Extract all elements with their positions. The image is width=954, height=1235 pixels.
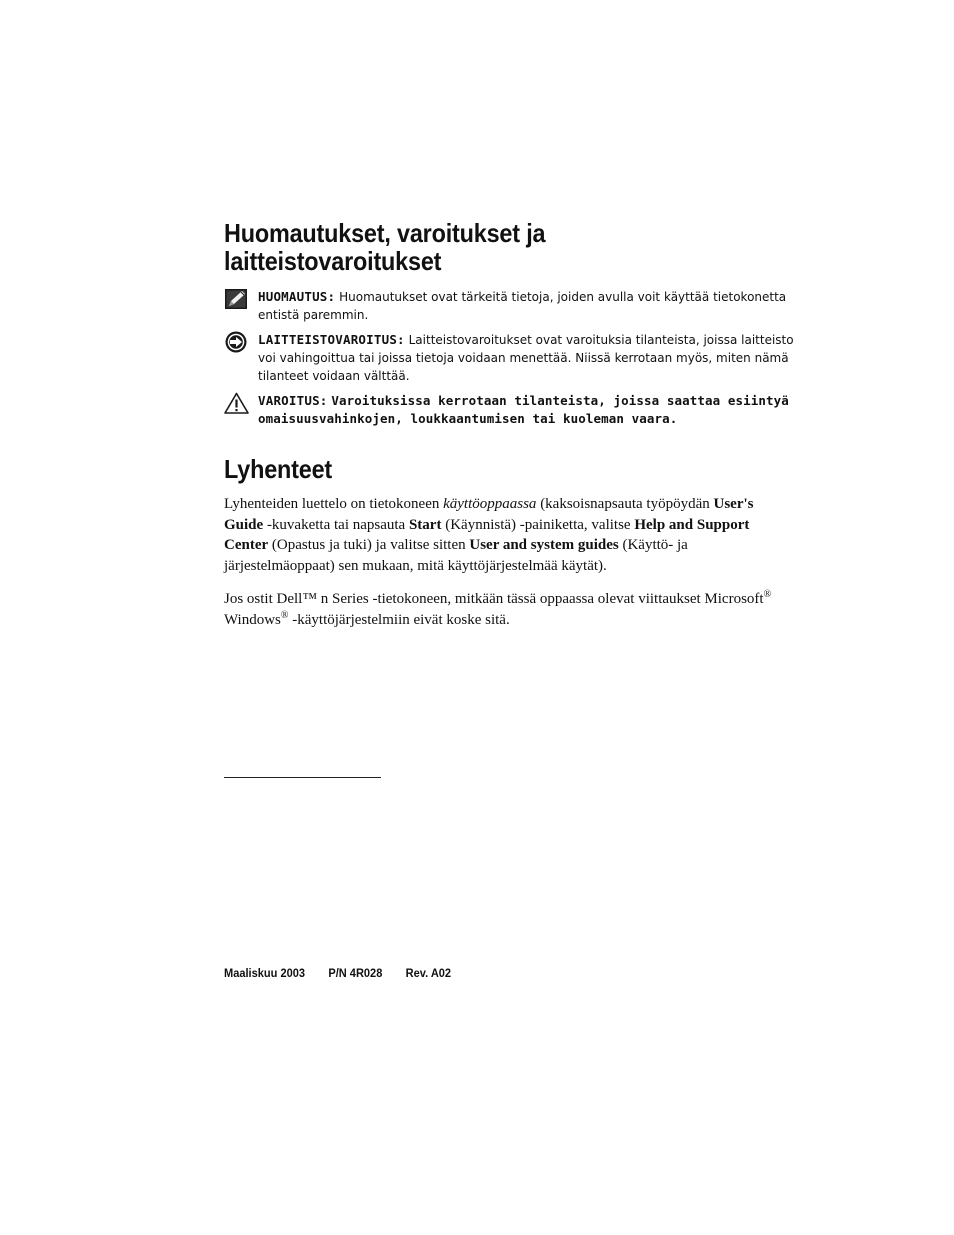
caution-block [224, 392, 804, 428]
document-footer [224, 965, 471, 981]
note-pencil-icon [224, 288, 250, 312]
para-text: (Käyttö- ja järjestelmäoppaat) sen mukaan, mitä käyttöjärjestelmää käytät). [224, 537, 688, 574]
section-heading-abbreviations: Lyhenteet [224, 454, 333, 484]
ui-term-help-support: Help and Support Center [224, 516, 750, 553]
notice-arrow-icon [224, 331, 250, 355]
notice-label: LAITTEISTOVAROITUS: [258, 332, 405, 347]
caution-triangle-icon [224, 392, 250, 416]
para-text: Lyhenteiden luettelo on tietokoneen [224, 496, 444, 512]
footnote-divider [224, 777, 381, 778]
footer-part-number: P/N 4R028 [328, 966, 383, 980]
note-text: Huomautukset ovat tärkeitä tietoja, joiden avulla voit käyttää tietokonetta entistä paremmin. [258, 290, 787, 322]
para-text: (Opastus ja tuki) ja valitse sitten [268, 537, 470, 553]
ui-term-user-system-guides: User and system guides [469, 537, 619, 553]
footer-revision: Rev. A02 [405, 966, 452, 980]
caution-label: VAROITUS: [258, 393, 328, 408]
footer-date: Maaliskuu 2003 [224, 966, 306, 980]
note-label: HUOMAUTUS: [258, 289, 336, 304]
notice-block [224, 331, 804, 385]
registered-mark: ® [763, 589, 772, 600]
para-text: Jos ostit Dell™ n Series -tietokoneen, mitkään tässä oppaassa olevat viittaukset Microsoft [224, 591, 764, 607]
notice-text: Laitteistovaroitukset ovat varoituksia tilanteista, joissa laitteisto voi vahingoittua tai joissa tietoja voidaan menettää. Niissä kerrotaan myös, miten nämä tilanteet voidaan välttää. [258, 333, 794, 383]
registered-mark: ® [280, 609, 289, 621]
ui-term-start: Start [408, 516, 442, 533]
para-text: Windows [224, 611, 281, 628]
para-text: -käyttöjärjestelmiin eivät koske sitä. [288, 611, 510, 628]
dell-n-series-paragraph [224, 589, 784, 630]
para-text: -kuvaketta tai napsauta [263, 516, 409, 533]
para-italic-text: käyttöoppaassa [443, 496, 537, 512]
section-heading-notices: Huomautukset, varoitukset ja laitteistovaroitukset [224, 218, 546, 276]
abbreviations-paragraph [224, 494, 784, 576]
ui-term-users-guide: User's Guide [224, 496, 754, 533]
caution-text: Varoituksissa kerrotaan tilanteista, joissa saattaa esiintyä omaisuusvahinkojen, loukkaantumisen tai kuoleman vaara. [258, 393, 789, 426]
para-text: (kaksoisnapsauta työpöydän [536, 496, 714, 512]
para-text: (Käynnistä) -painiketta, valitse [441, 516, 635, 533]
note-block [224, 288, 804, 324]
